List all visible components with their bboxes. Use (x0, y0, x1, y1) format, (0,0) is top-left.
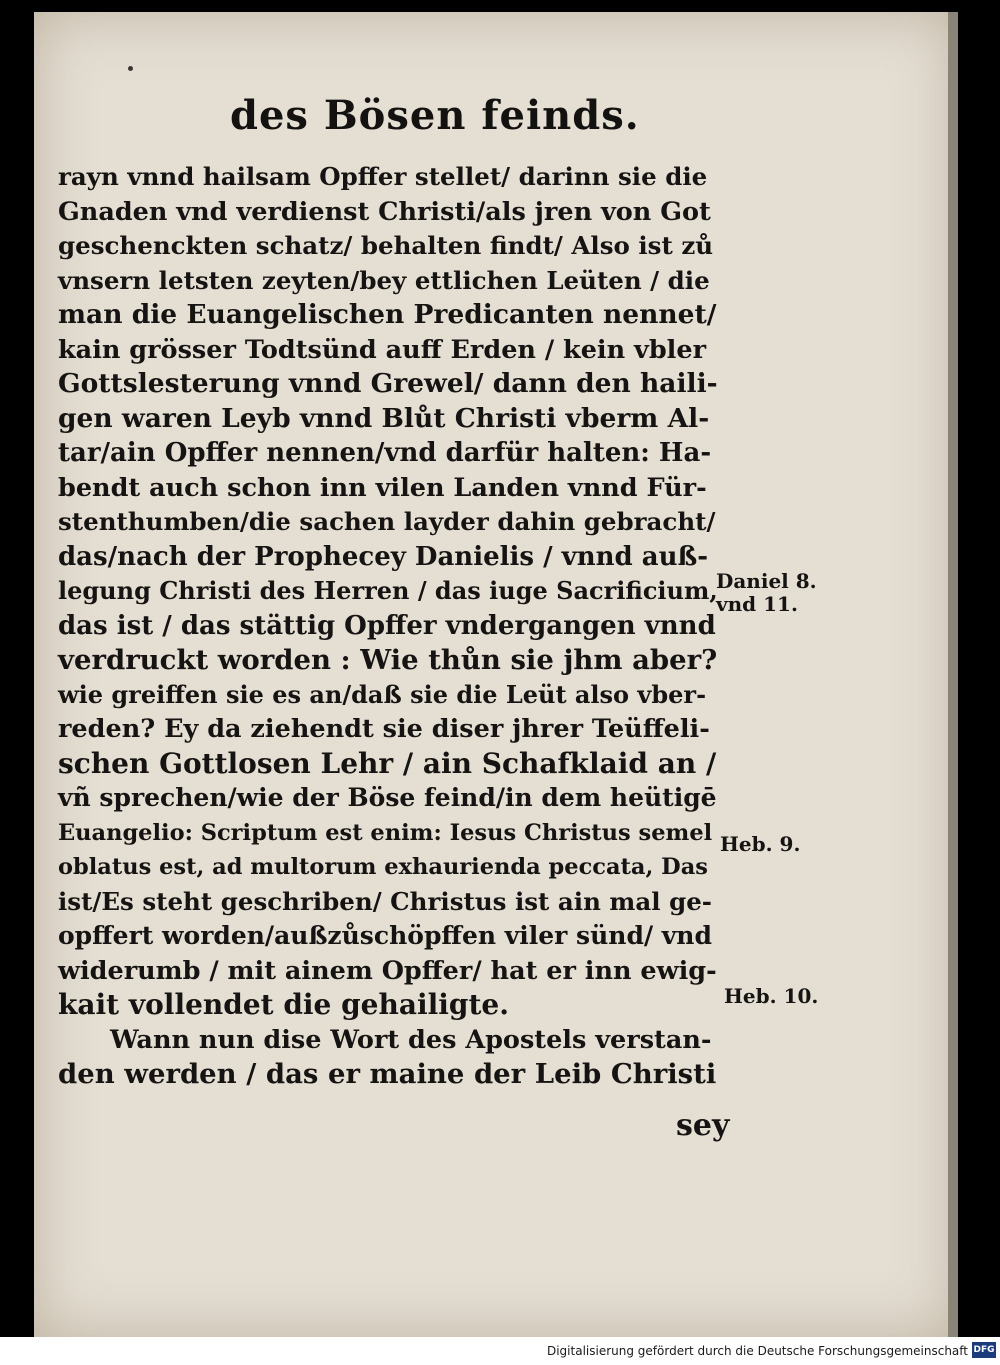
footer-credit: Digitalisierung gefördert durch die Deutsche Forschungsgemeinschaft (546, 1344, 968, 1358)
text-line: kait vollendet die gehailigte. (58, 988, 509, 1021)
text-line: rayn vnnd hailsam Opffer stellet/ darinn sie die (58, 162, 708, 191)
text-line: das/nach der Prophecey Danielis / vnnd auß- (58, 541, 709, 572)
text-line: gen waren Leyb vnnd Blůt Christi vberm Al- (58, 402, 710, 434)
text-line: den werden / das er maine der Leib Christi (58, 1058, 717, 1090)
text-line: Euangelio: Scriptum est enim: Iesus Christus semel (58, 819, 713, 846)
text-line: man die Euangelischen Predicanten nennet/ (58, 299, 717, 330)
text-line: widerumb / mit ainem Opffer/ hat er inn ewig- (58, 955, 717, 986)
text-line: verdruckt worden : Wie thůn sie jhm aber? (58, 644, 718, 676)
text-line: vnsern letsten zeyten/bey ettlichen Leüten / die (58, 265, 710, 295)
page-edge (948, 12, 958, 1337)
text-line: kain grösser Todtsünd auff Erden / kein vbler (58, 334, 707, 365)
text-line: Gnaden vnd verdienst Christi/als jren von Got (58, 196, 711, 227)
marginal-note-heb-9: Heb. 9. (720, 832, 801, 856)
digitization-footer (0, 1337, 1000, 1365)
text-line: stenthumben/die sachen layder dahin gebracht/ (58, 507, 716, 536)
text-line: opffert worden/außzůschöpffen viler sünd/ vnd (58, 921, 712, 950)
text-line: oblatus est, ad multorum exhaurienda peccata, Das (58, 854, 708, 880)
body-text (58, 160, 718, 1092)
marginal-note-daniel-cont: vnd 11. (716, 592, 798, 616)
text-line: Wann nun dise Wort des Apostels verstan- (110, 1024, 712, 1055)
running-head: des Bösen feinds. (230, 92, 640, 139)
marginal-note-daniel: Daniel 8. (716, 569, 817, 593)
text-line: schen Gottlosen Lehr / ain Schafklaid an / (58, 746, 717, 780)
text-line: tar/ain Opffer nennen/vnd darfür halten: Ha- (58, 438, 712, 468)
text-line: wie greiffen sie es an/daß sie die Leüt also vber- (58, 679, 707, 709)
marginal-note-heb-10: Heb. 10. (724, 984, 819, 1008)
text-line: bendt auch schon inn vilen Landen vnnd Für- (58, 472, 707, 503)
ink-spot (128, 66, 133, 71)
text-line: vñ sprechen/wie der Böse feind/in dem heütigē (58, 783, 717, 812)
text-line: Gottslesterung vnnd Grewel/ dann den haili- (58, 368, 718, 399)
text-line: legung Christi des Herren / das iuge Sacrificium, (58, 576, 718, 605)
text-line: geschenckten schatz/ behalten findt/ Also ist zů (58, 231, 714, 260)
text-line: reden? Ey da ziehendt sie diser jhrer Teüffeli- (58, 714, 710, 744)
catchword: sey (676, 1108, 730, 1143)
text-line: das ist / das stättig Opffer vndergangen vnnd (58, 610, 716, 641)
text-line: ist/Es steht geschriben/ Christus ist ain mal ge- (58, 886, 712, 916)
dfg-logo: DFG (972, 1342, 996, 1358)
